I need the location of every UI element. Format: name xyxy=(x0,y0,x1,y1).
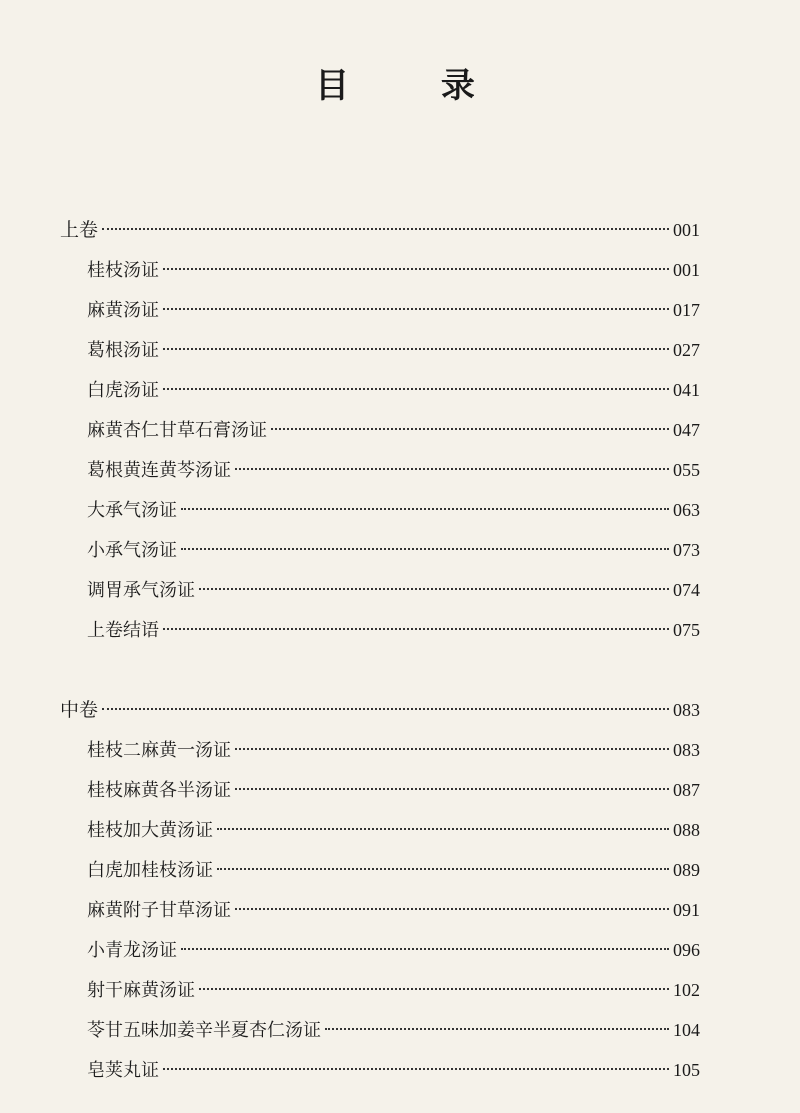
dot-leader xyxy=(325,1028,669,1030)
entry-label: 桂枝加大黄汤证 xyxy=(87,820,213,841)
entry-label: 桂枝汤证 xyxy=(87,260,159,281)
page-number: 001 xyxy=(673,220,700,240)
dot-leader xyxy=(102,228,669,230)
dot-leader xyxy=(199,988,669,990)
toc-entry[interactable] xyxy=(87,970,700,1010)
toc-entry[interactable] xyxy=(87,1050,700,1090)
page-title: 目 录 xyxy=(315,66,515,106)
entry-label: 小承气汤证 xyxy=(87,540,177,561)
entry-label: 麻黄附子甘草汤证 xyxy=(87,900,231,921)
page-number: 055 xyxy=(673,460,700,480)
toc-entry[interactable] xyxy=(87,490,700,530)
page-number: 074 xyxy=(673,580,700,600)
entry-label: 白虎加桂枝汤证 xyxy=(87,860,213,881)
page-number: 027 xyxy=(673,340,700,360)
entry-label: 皂荚丸证 xyxy=(87,1060,159,1081)
toc-entry[interactable] xyxy=(87,1010,700,1050)
entry-label: 葛根黄连黄芩汤证 xyxy=(87,460,231,481)
section-label: 中卷 xyxy=(60,699,99,721)
page-number: 047 xyxy=(673,420,700,440)
dot-leader xyxy=(235,788,669,790)
toc-entry[interactable] xyxy=(87,930,700,970)
page-number: 041 xyxy=(673,380,700,400)
dot-leader xyxy=(102,708,669,710)
page-number: 083 xyxy=(673,740,700,760)
section-label: 上卷 xyxy=(60,219,99,241)
page-number: 075 xyxy=(673,620,700,640)
page-number: 088 xyxy=(673,820,700,840)
toc-entry[interactable] xyxy=(87,850,700,890)
toc-entry[interactable] xyxy=(87,570,700,610)
dot-leader xyxy=(235,468,669,470)
dot-leader xyxy=(163,628,669,630)
dot-leader xyxy=(217,868,669,870)
page-number: 083 xyxy=(673,700,700,720)
page-number: 001 xyxy=(673,260,700,280)
entry-label: 上卷结语 xyxy=(87,620,159,641)
page-number: 105 xyxy=(673,1060,700,1080)
dot-leader xyxy=(163,1068,669,1070)
page-number: 087 xyxy=(673,780,700,800)
dot-leader xyxy=(181,948,669,950)
dot-leader xyxy=(181,508,669,510)
toc-entry[interactable] xyxy=(87,890,700,930)
entry-label: 葛根汤证 xyxy=(87,340,159,361)
toc-entry[interactable] xyxy=(87,770,700,810)
dot-leader xyxy=(163,388,669,390)
entry-label: 射干麻黄汤证 xyxy=(87,980,195,1001)
toc-entry[interactable] xyxy=(87,250,700,290)
entry-label: 苓甘五味加姜辛半夏杏仁汤证 xyxy=(87,1020,321,1041)
dot-leader xyxy=(217,828,669,830)
page-number: 073 xyxy=(673,540,700,560)
page-number: 017 xyxy=(673,300,700,320)
page-number: 089 xyxy=(673,860,700,880)
dot-leader xyxy=(199,588,669,590)
entry-label: 桂枝麻黄各半汤证 xyxy=(87,780,231,801)
entry-label: 小青龙汤证 xyxy=(87,940,177,961)
page-number: 063 xyxy=(673,500,700,520)
dot-leader xyxy=(271,428,669,430)
entry-label: 白虎汤证 xyxy=(87,380,159,401)
dot-leader xyxy=(235,748,669,750)
dot-leader xyxy=(163,308,669,310)
toc-entry[interactable] xyxy=(87,450,700,490)
entry-label: 大承气汤证 xyxy=(87,500,177,521)
entry-label: 调胃承气汤证 xyxy=(87,580,195,601)
toc-entry[interactable] xyxy=(87,730,700,770)
dot-leader xyxy=(163,268,669,270)
page-number: 102 xyxy=(673,980,700,1000)
entry-label: 麻黄汤证 xyxy=(87,300,159,321)
toc-entry[interactable] xyxy=(87,370,700,410)
page-number: 096 xyxy=(673,940,700,960)
toc-section-heading[interactable] xyxy=(60,690,700,730)
dot-leader xyxy=(163,348,669,350)
page-number: 104 xyxy=(673,1020,700,1040)
entry-label: 桂枝二麻黄一汤证 xyxy=(87,740,231,761)
toc-entry[interactable] xyxy=(87,410,700,450)
toc-entry[interactable] xyxy=(87,530,700,570)
page-number: 091 xyxy=(673,900,700,920)
dot-leader xyxy=(181,548,669,550)
entry-label: 麻黄杏仁甘草石膏汤证 xyxy=(87,420,267,441)
toc-entry[interactable] xyxy=(87,610,700,650)
toc-entry[interactable] xyxy=(87,290,700,330)
toc-section-heading[interactable] xyxy=(60,210,700,250)
toc-entry[interactable] xyxy=(87,330,700,370)
toc-entry[interactable] xyxy=(87,810,700,850)
dot-leader xyxy=(235,908,669,910)
